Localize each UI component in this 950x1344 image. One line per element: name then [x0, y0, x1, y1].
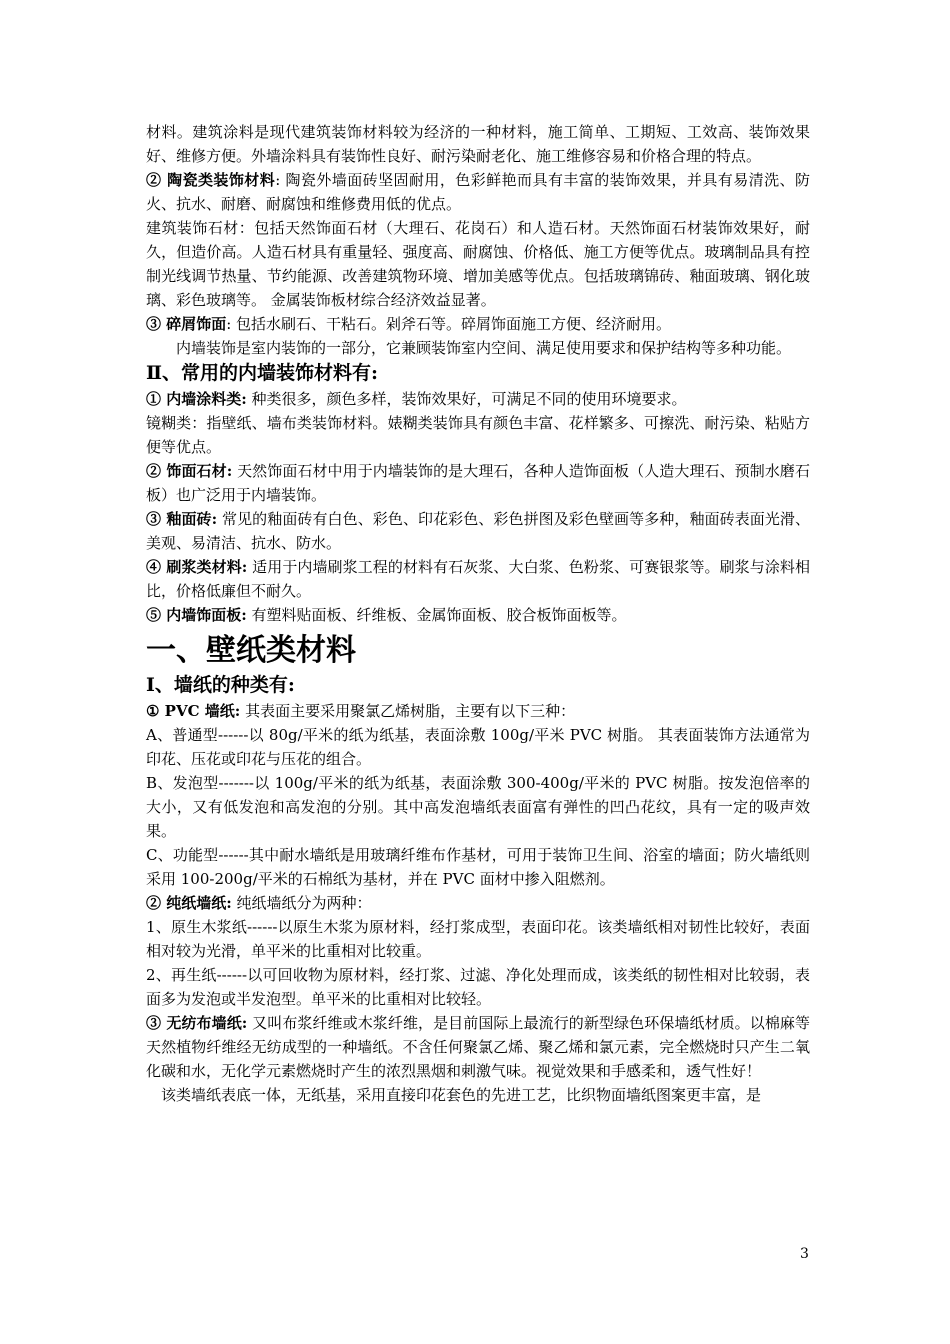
item-label: ① PVC 墙纸:	[146, 702, 241, 720]
item-label: ③ 无纺布墙纸:	[146, 1014, 248, 1032]
chapter-heading-wallpaper: 一、壁纸类材料	[146, 633, 356, 668]
item-label: ② 饰面石材:	[146, 462, 233, 480]
item-text: 纯纸墙纸分为两种：	[231, 894, 372, 912]
paragraph-virgin-pulp: 1、原生木浆纸------以原生木浆为原材料，经打浆成型，表面印花。该类墙纸相对韧性比较好，表面相对较为光滑，单平米的比重相对比较重。	[146, 918, 810, 960]
paragraph-interior-panels	[146, 603, 810, 627]
paragraph-interior-coatings	[146, 387, 810, 411]
paragraph-wallpaper-fabrics: 镜糊类：指壁纸、墙布类装饰材料。婊糊类装饰具有颜色丰富、花样繁多、可擦洗、耐污染、粘贴方便等优点。	[146, 414, 810, 456]
paragraph-recycled-paper: 2、再生纸------以可回收物为原材料，经打浆、过滤、净化处理而成，该类纸的韧性相对比较弱，表面多为发泡或半发泡型。单平米的比重相对比较轻。	[146, 966, 810, 1008]
paragraph-debris-finish	[146, 312, 810, 336]
paragraph-exterior-coatings: 材料。建筑涂料是现代建筑装饰材料较为经济的一种材料，施工简单、工期短、工效高、装饰效果好、维修方便。外墙涂料具有装饰性良好、耐污染耐老化、施工维修容易和价格合理的特点。	[146, 123, 810, 165]
item-text: 常见的釉面砖有白色、彩色、印花彩色、彩色拼图及彩色壁画等多种，釉面砖表面光滑、美观、易清洁、抗水、防水。	[146, 510, 810, 552]
item-text: 天然饰面石材中用于内墙装饰的是大理石，各种人造饰面板（人造大理石、预制水磨石板）也广泛用于内墙装饰。	[146, 462, 810, 504]
item-text: 又叫布浆纤维或木浆纤维，是目前国际上最流行的新型绿色环保墙纸材质。以棉麻等天然植物纤维经无纺成型的一种墙纸。不含任何聚氯乙烯、聚乙烯和氯元素，完全燃烧时只产生二氧化碳和水，无化学元素燃烧时产生的浓烈黑烟和刺激气味。视觉效果和手感柔和，透气性好！	[146, 1014, 810, 1080]
item-text: 有塑料贴面板、纤维板、金属饰面板、胶合板饰面板等。	[246, 606, 627, 624]
paragraph-type-c: C、功能型------其中耐水墙纸是用玻璃纤维布作基材，可用于装饰卫生间、浴室的墙面；防火墙纸则采用 100-200g/平米的石棉纸为基材，并在 PVC 面材中掺入阻燃剂。	[146, 846, 810, 888]
item-text: 适用于内墙刷浆工程的材料有石灰浆、大白浆、色粉浆、可赛银浆等。刷浆与涂料相比，价格低廉但不耐久。	[146, 558, 810, 600]
item-text: 其表面主要采用聚氯乙烯树脂，主要有以下三种：	[240, 702, 576, 720]
section-heading-interior-materials: Ⅱ、常用的内墙装饰材料有:	[146, 362, 379, 384]
item-label: ① 内墙涂料类:	[146, 390, 247, 408]
item-text: 种类很多，颜色多样，装饰效果好，可满足不同的使用环境要求。	[246, 390, 687, 408]
paragraph-facing-stone	[146, 459, 810, 507]
page-number: 3	[800, 1246, 809, 1262]
paragraph-whitewash	[146, 555, 810, 603]
item-text: : 包括水刷石、干粘石。剁斧石等。碎屑饰面施工方便、经济耐用。	[226, 315, 672, 333]
paragraph-stone-materials: 建筑装饰石材：包括天然饰面石材（大理石、花岗石）和人造石材。天然饰面石材装饰效果好，耐久，但造价高。人造石材具有重量轻、强度高、耐腐蚀、价格低、施工方便等优点。玻璃制品具有控制光线调节热量、节约能源、改善建筑物环境、增加美感等优点。包括玻璃锦砖、釉面玻璃、钢化玻璃、彩色玻璃等。 金属装饰板材综合经济效益显著。	[146, 219, 810, 309]
paragraph-ceramic-materials	[146, 168, 810, 216]
paragraph-pure-paper	[146, 891, 810, 915]
paragraph-type-a: A、普通型------以 80g/平米的纸为纸基，表面涂敷 100g/平米 PVC 树脂。 其表面装饰方法通常为印花、压花或印花与压花的组合。	[146, 726, 810, 768]
paragraph-pvc-wallpaper	[146, 699, 810, 723]
paragraph-nonwoven	[146, 1011, 810, 1083]
item-label: ② 陶瓷类装饰材料	[146, 171, 276, 189]
item-label: ③ 釉面砖:	[146, 510, 218, 528]
item-label: ② 纯纸墙纸:	[146, 894, 232, 912]
item-text: : 陶瓷外墙面砖坚固耐用，色彩鲜艳而具有丰富的装饰效果，并具有易清洗、防火、抗水、耐磨、耐腐蚀和维修费用低的优点。	[146, 171, 810, 213]
section-heading-wallpaper-types: Ⅰ、墙纸的种类有:	[146, 674, 295, 696]
paragraph-glazed-tile	[146, 507, 810, 555]
paragraph-nonwoven-continued: 该类墙纸表底一体，无纸基，采用直接印花套色的先进工艺，比织物面墙纸图案更丰富，是	[161, 1086, 762, 1104]
item-label: ④ 刷浆类材料:	[146, 558, 248, 576]
paragraph-interior-intro: 内墙装饰是室内装饰的一部分，它兼顾装饰室内空间、满足使用要求和保护结构等多种功能。	[176, 339, 792, 357]
item-label: ③ 碎屑饰面	[146, 315, 227, 333]
item-label: ⑤ 内墙饰面板:	[146, 606, 247, 624]
document-page	[146, 120, 810, 1107]
paragraph-type-b: B、发泡型-------以 100g/平米的纸为纸基，表面涂敷 300-400g/平米的 PVC 树脂。按发泡倍率的大小，又有低发泡和高发泡的分别。其中高发泡墙纸表面富有弹性的凹凸花纹，具有一定的吸声效果。	[146, 774, 810, 840]
